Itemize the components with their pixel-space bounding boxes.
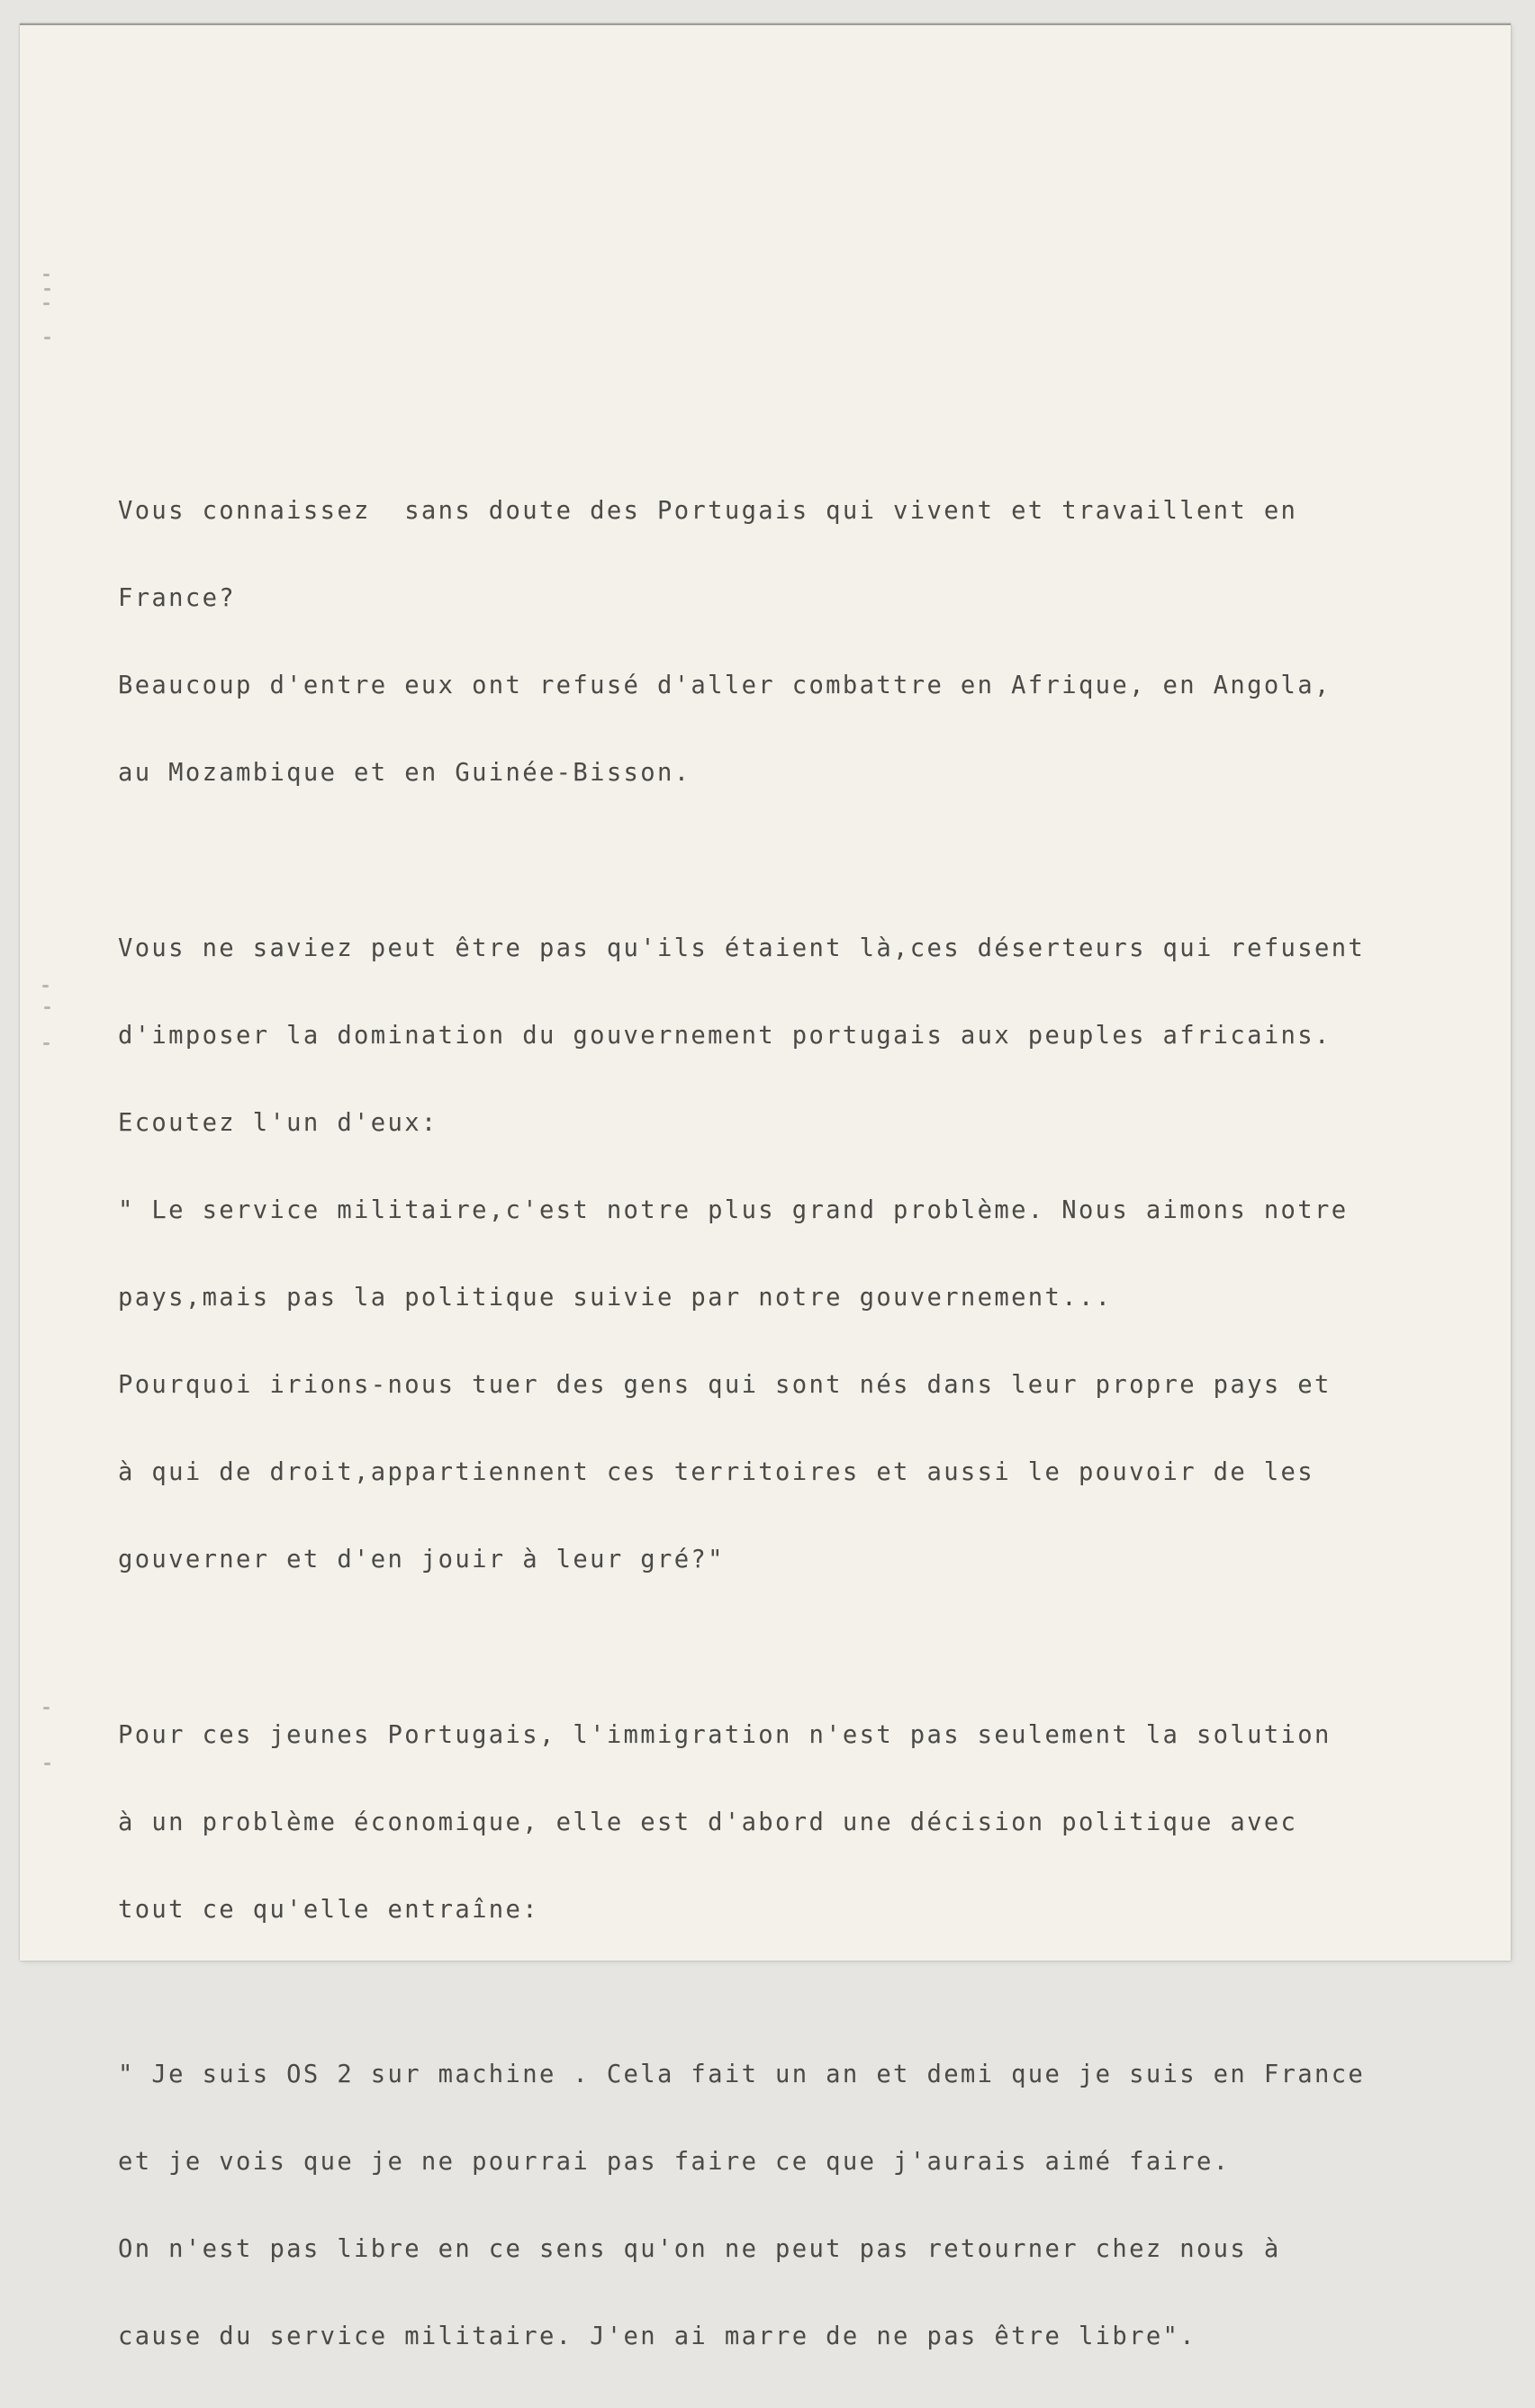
punch-mark [43,274,50,276]
paragraph-immigration [118,1664,1468,1981]
punch-mark [44,1763,50,1765]
text-line: Vous connaissez sans doute des Portugais qui vivent et travaillent en [118,497,1298,525]
text-line: France? [118,584,237,612]
text-line: Ecoutez l'un d'eux: [118,1109,438,1137]
paragraph-intro [118,439,1468,844]
text-line: On n'est pas libre en ce sens qu'on ne peut pas retourner chez nous à [118,2235,1281,2263]
punch-mark [44,288,50,291]
text-line: pays,mais pas la politique suivie par notre gouvernement... [118,1284,1113,1312]
text-line: à qui de droit,appartiennent ces territoires et aussi le pouvoir de les [118,1458,1314,1486]
text-line: tout ce qu'elle entraîne: [118,1896,539,1924]
text-line: gouverner et d'en jouir à leur gré?" [118,1546,725,1574]
typewritten-text [118,439,1468,2408]
text-line: au Mozambique et en Guinée-Bisson. [118,759,691,787]
text-line: à un problème économique, elle est d'abord une décision politique avec [118,1808,1298,1836]
text-line: Pourquoi irions-nous tuer des gens qui sont nés dans leur propre pays et [118,1371,1332,1399]
text-line: " Je suis OS 2 sur machine . Cela fait un an et demi que je suis en France [118,2061,1366,2088]
punch-mark [43,1042,50,1045]
punch-mark [42,985,49,988]
text-line: " Le service militaire,c'est notre plus grand problème. Nous aimons notre [118,1196,1349,1224]
text-line: d'imposer la domination du gouvernement portugais aux peuples africains. [118,1022,1332,1050]
punch-mark [44,1006,50,1009]
paragraph-quote [118,2003,1468,2408]
punch-mark [43,302,50,305]
text-line: et je vois que je ne pourrai pas faire ce que j'aurais aimé faire. [118,2148,1231,2176]
text-line: Pour ces jeunes Portugais, l'immigration n'est pas seulement la solution [118,1721,1332,1749]
paragraph-deserters [118,877,1468,1631]
punch-mark [43,1707,50,1709]
text-line: cause du service militaire. J'en ai marre de ne pas être libre". [118,2322,1196,2350]
text-line: Beaucoup d'entre eux ont refusé d'aller combattre en Afrique, en Angola, [118,672,1332,699]
punch-mark [44,337,50,339]
text-line: Vous ne saviez peut être pas qu'ils étaient là,ces déserteurs qui refusent [118,934,1366,962]
